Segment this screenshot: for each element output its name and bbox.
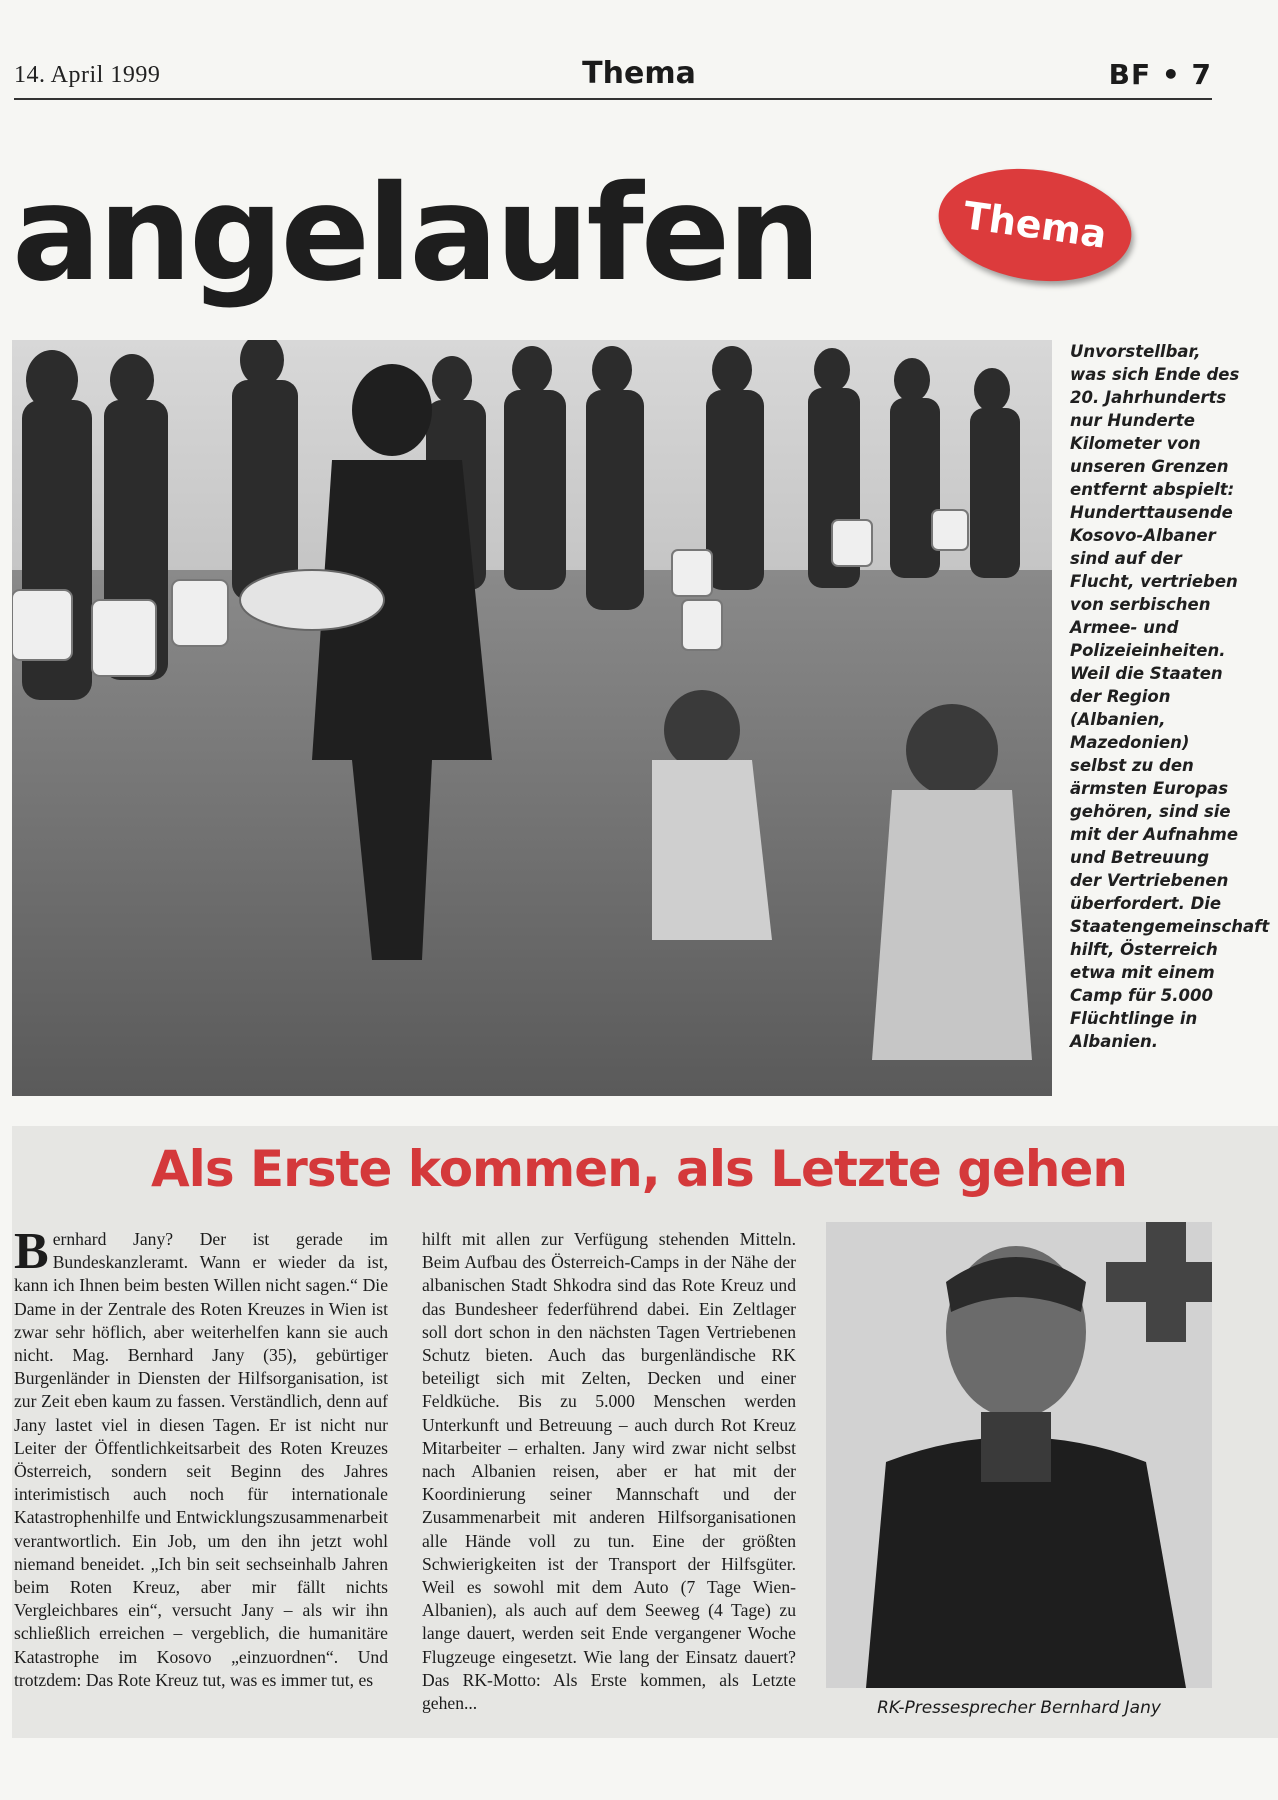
header-divider xyxy=(14,98,1212,100)
article-column-2: hilft mit allen zur Verfügung stehenden Mitteln. Beim Aufbau des Österreich-Camps in der Nähe der albanischen Stadt Shkodra sind das Rote Kreuz und das Bundesheer federführend dabei. Ein Zeltlager soll dort schon in den nächsten Tagen Vertriebenen Schutz bieten. Auch das burgenländische RK beteiligt sich mit Zelten, Decken und einer Feldküche. Bis zu 5.000 Menschen werden Unterkunft und Betreuung – auch durch Rot Kreuz Mitarbeiter – erhalten. Jany wird zwar nicht selbst nach Albanien reisen, aber er hat mit der Koordinierung seiner Mannschaft und der Zusammenarbeit mit anderen Hilfsorganisationen alle Hände voll zu tun. Eine der größten Schwierigkeiten ist der Transport der Hilfsgüter. Weil es sowohl mit dem Auto (7 Tage Wien-Albanien), als auch auf dem Seeweg (4 Tage) zu lange dauert, werden seit Ende vergangener Woche Flugzeuge eingesetzt. Wie lang der Einsatz dauert? Das RK-Motto: Als Erste kommen, als Letzte gehen... xyxy=(422,1229,796,1714)
portrait-illustration xyxy=(826,1222,1212,1688)
page-number: BF • 7 xyxy=(1108,58,1212,91)
drop-cap: B xyxy=(14,1223,49,1280)
article-column-1 xyxy=(14,1223,388,1692)
article-column-1-text: ernhard Jany? Der ist gerade im Bundeskanzleramt. Wann er wieder da ist, kann ich Ihnen beim besten Willen nicht sagen.“ Die Dame in der Zentrale des Roten Kreuzes in Wien ist zwar sehr höflich, aber weiterhelfen kann sie auch nicht. Mag. Bernhard Jany (35), gebürtiger Burgenländer in Diensten der Hilfsorganisation, ist zur Zeit eben kaum zu fassen. Verständlich, denn auf Jany lastet viel in diesen Tagen. Er ist nicht nur Leiter der Öffentlichkeitsarbeit des Roten Kreuzes Österreich, sondern seit Beginn des Jahres interimistisch auch noch für internationale Katastrophenhilfe und Entwicklungszusammenarbeit verantwortlich. Ein Job, um den ihn jetzt wohl niemand beneidet. „Ich bin seit sechseinhalb Jahren beim Roten Kreuz, aber mir fällt nichts Vergleichbares ein“, versucht Jany – als wir ihn schließlich erreichen – vergeblich, die humanitäre Katastrophe im Kosovo „einzuordnen“. Und trotzdem: Das Rote Kreuz tut, was es immer tut, es xyxy=(14,1229,388,1690)
portrait-photo xyxy=(826,1222,1212,1688)
refugee-photo-illustration xyxy=(12,340,1052,1096)
sidebar-intro-text: Unvorstellbar, was sich Ende des 20. Jahrhunderts nur Hunderte Kilometer von unseren Grenzen entfernt abspielt: Hunderttausende Kosovo-Albaner sind auf der Flucht, vertrieben von serbischen Armee- und Polizeieinheiten. Weil die Staaten der Region (Albanien, Mazedonien) selbst zu den ärmsten Europas gehören, sind sie mit der Aufnahme und Betreuung der Vertriebenen überfordert. Die Staatengemeinschaft hilft, Österreich etwa mit einem Camp für 5.000 Flüchtlinge in Albanien. xyxy=(1070,342,1270,1051)
section-title: Thema xyxy=(582,56,696,91)
issue-date: 14. April 1999 xyxy=(14,62,161,88)
top-headline: angelaufen xyxy=(12,157,819,311)
article-headline: Als Erste kommen, als Letzte gehen xyxy=(150,1140,1127,1198)
thema-badge-label: Thema xyxy=(960,193,1110,257)
refugee-photo xyxy=(12,340,1052,1096)
portrait-caption: RK-Pressesprecher Bernhard Jany xyxy=(877,1698,1161,1718)
thema-badge xyxy=(931,157,1138,293)
